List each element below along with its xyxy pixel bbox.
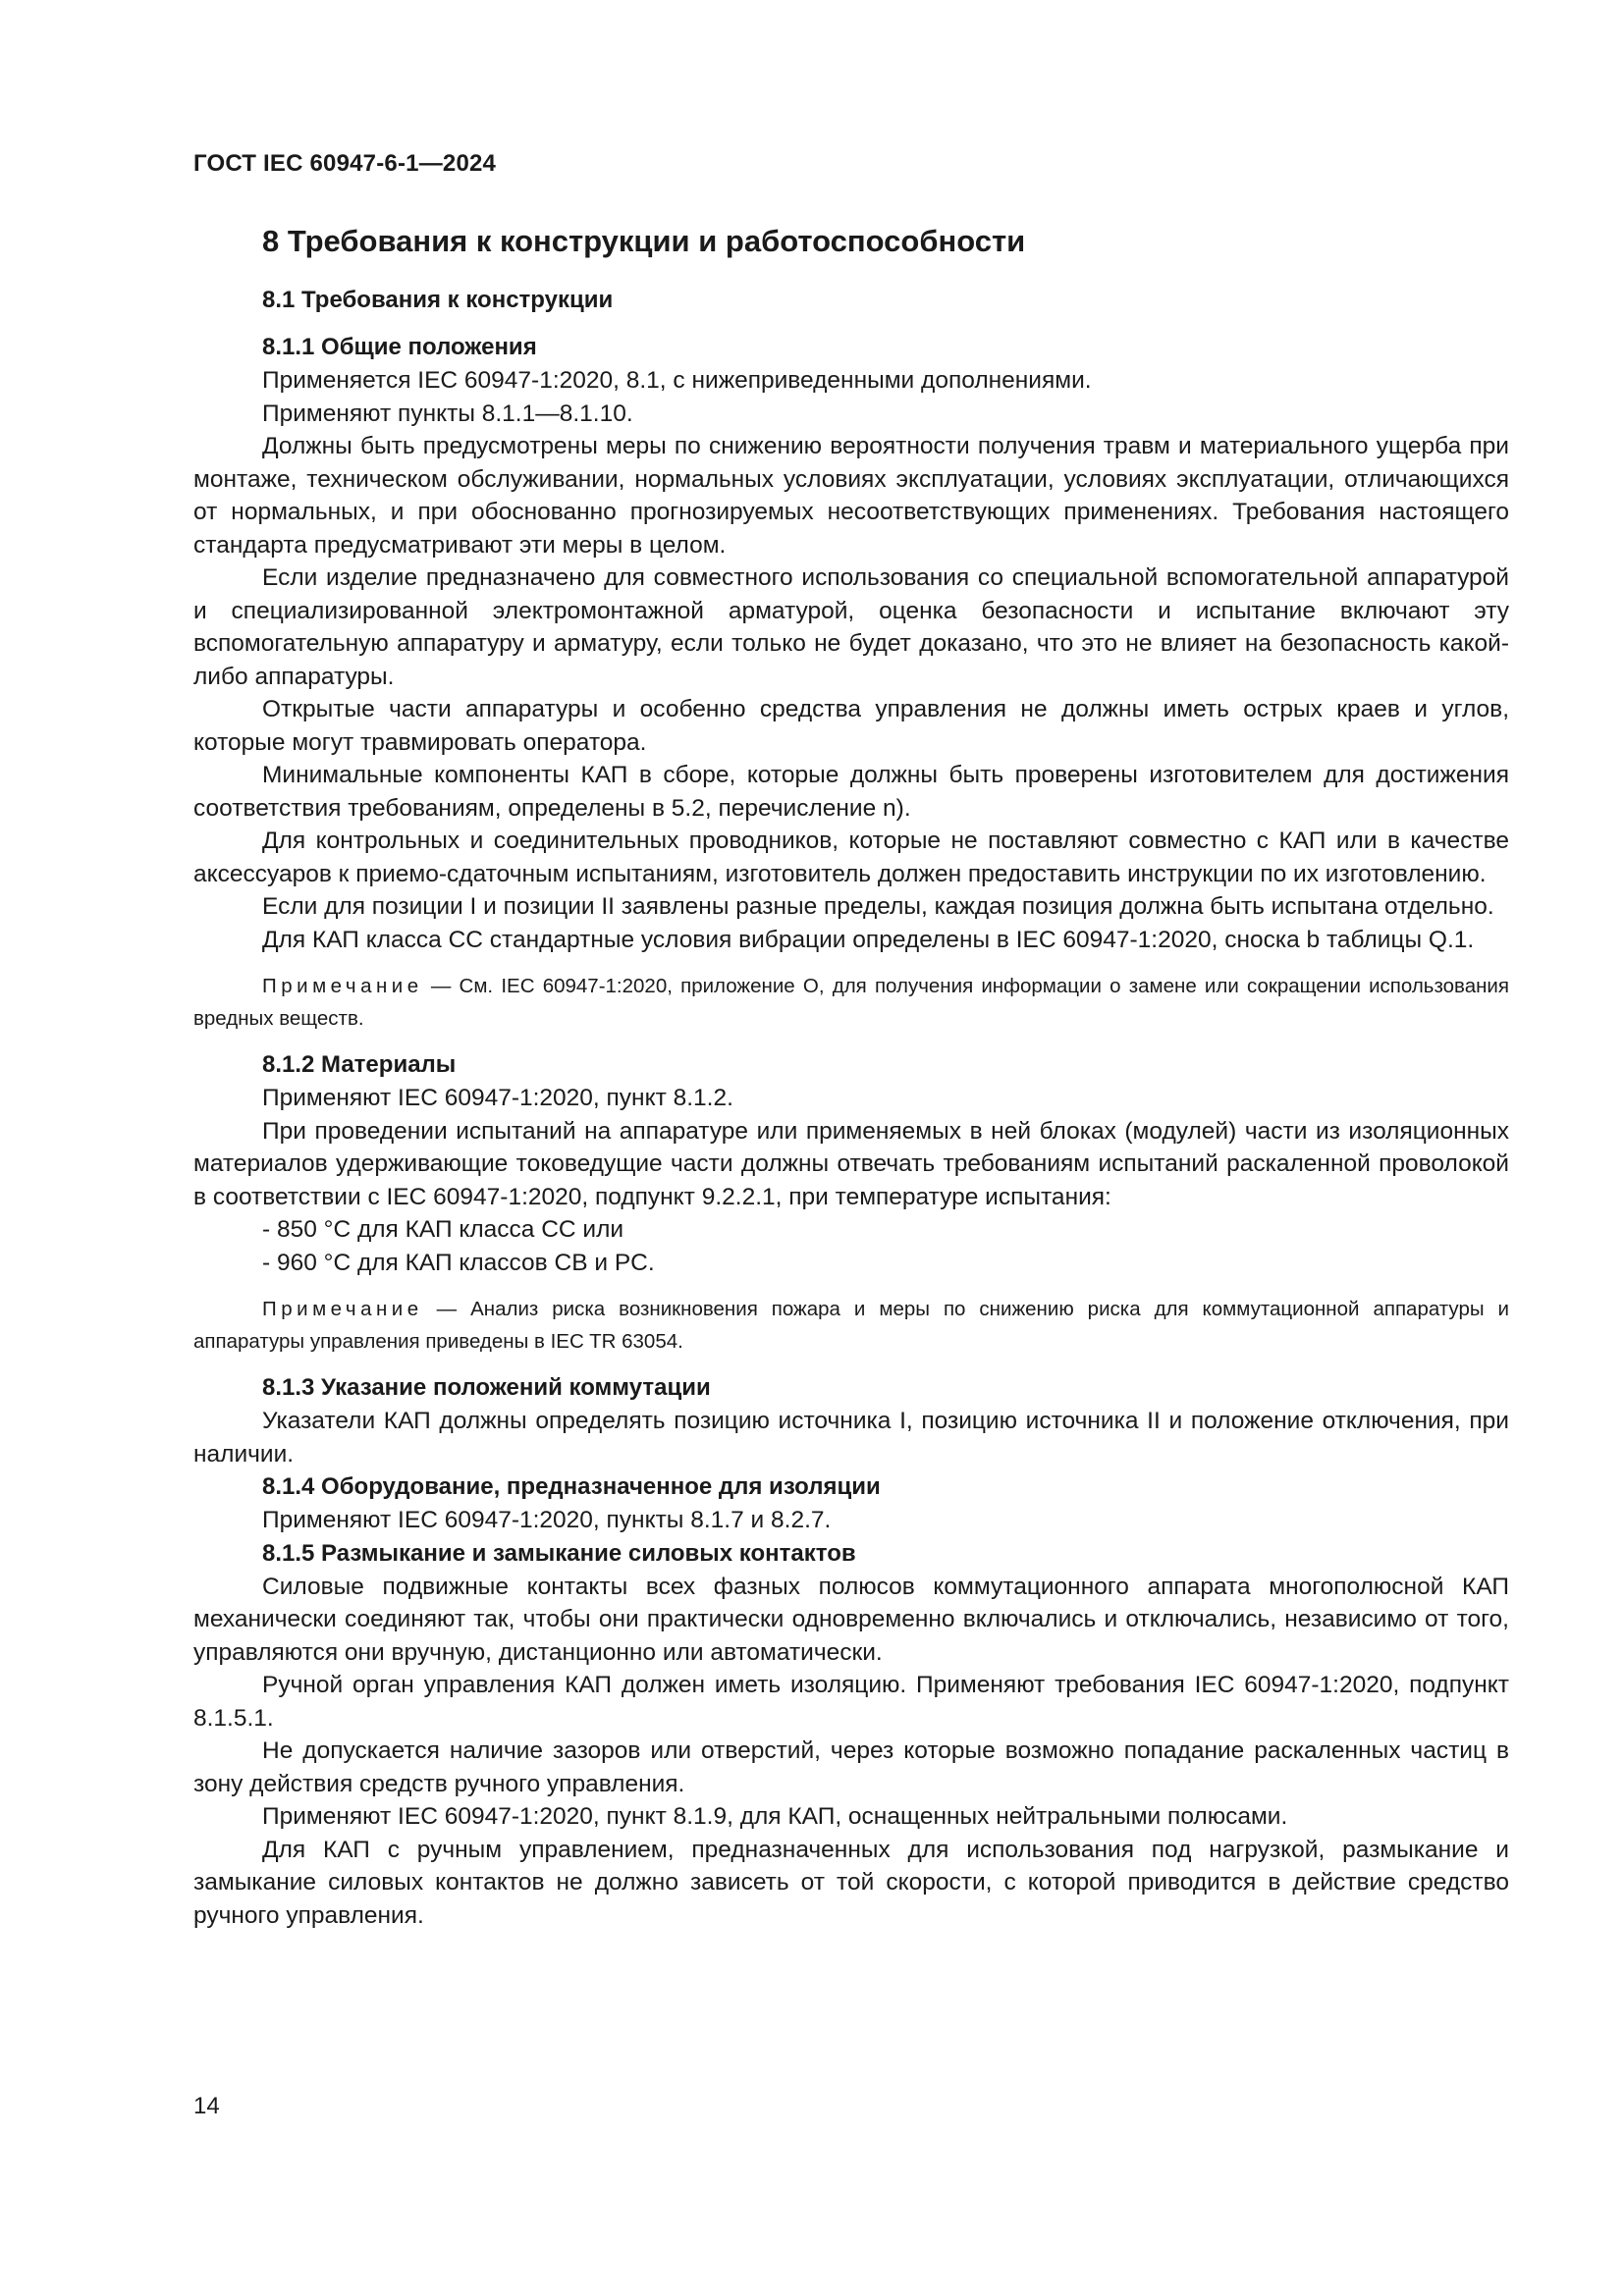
paragraph: Силовые подвижные контакты всех фазных полюсов коммутационного аппарата многополюсной КАП механически соединяют так, чтобы они практически одновременно включались и отключались, независимо от того, управляются они вручную, дистанционно или автоматически. [193,1573,1509,1666]
section-8-1-5-title: 8.1.5 Размыкание и замыкание силовых контактов [262,1539,856,1567]
list-item: - 850 °C для КАП класса CC или [262,1216,624,1243]
paragraph: Применяют пункты 8.1.1—8.1.10. [262,400,633,427]
paragraph: Если для позиции I и позиции II заявлены разные пределы, каждая позиция должна быть испытана отдельно. [262,893,1494,920]
section-8-1-2-title: 8.1.2 Материалы [262,1051,457,1078]
paragraph: Для КАП с ручным управлением, предназначенных для использования под нагрузкой, размыкание и замыкание силовых контактов не должно зависеть от той скорости, с которой приводится в действие средство ручного управления. [193,1836,1509,1929]
note-label: Примечание [262,1298,423,1320]
document-code-header: ГОСТ IEC 60947-6-1—2024 [193,150,497,177]
note-label: Примечание [262,975,423,997]
note-text: — Анализ риска возникновения пожара и меры по снижению риска для коммутационной аппаратуры и аппаратуры управления приведены в IEC TR 63054. [193,1298,1509,1353]
section-8-title: 8 Требования к конструкции и работоспособности [262,224,1026,258]
section-8-1-title: 8.1 Требования к конструкции [262,287,614,313]
paragraph: При проведении испытаний на аппаратуре или применяемых в ней блоках (модулей) части из изоляционных материалов удерживающие токоведущие части должны отвечать требованиям испытаний раскаленной проволокой в соответствии с IEC 60947-1:2020, подпункт 9.2.2.1, при температуре испытания: [193,1117,1509,1210]
page-number: 14 [193,2093,220,2119]
note-text: — См. IEC 60947-1:2020, приложение O, для получения информации о замене или сокращении использования вредных веществ. [193,975,1509,1030]
paragraph: Не допускается наличие зазоров или отверстий, через которые возможно попадание раскаленных частиц в зону действия средств ручного управления. [193,1737,1509,1797]
paragraph: Минимальные компоненты КАП в сборе, которые должны быть проверены изготовителем для достижения соответствия требованиям, определены в 5.2, перечисление n). [193,762,1509,822]
paragraph: Должны быть предусмотрены меры по снижению вероятности получения травм и материального ущерба при монтаже, техническом обслуживании, нормальных условиях эксплуатации, условиях эксплуатации, отличающихся от нормальных, и при обоснованно прогнозируемых несоответствующих применениях. Требования настоящего стандарта предусматривают эти меры в целом. [193,433,1509,559]
paragraph: Для КАП класса CC стандартные условия вибрации определены в IEC 60947-1:2020, сноска b таблицы Q.1. [262,926,1475,953]
section-8-1-4-title: 8.1.4 Оборудование, предназначенное для изоляции [262,1473,881,1500]
note-8-1-2 [193,1293,1509,1358]
list-item: - 960 °C для КАП классов CB и PC. [262,1249,655,1276]
note-8-1-1 [193,970,1509,1035]
document-body [193,222,1509,1932]
paragraph: Если изделие предназначено для совместного использования со специальной вспомогательной аппаратурой и специализированной электромонтажной арматурой, оценка безопасности и испытание включают эту вспомогательную аппаратуру и арматуру, если только не будет доказано, что это не влияет на безопасность какой-либо аппаратуры. [193,564,1509,690]
paragraph: Ручной орган управления КАП должен иметь изоляцию. Применяют требования IEC 60947-1:2020, подпункт 8.1.5.1. [193,1672,1509,1732]
paragraph: Для контрольных и соединительных проводников, которые не поставляют совместно с КАП или в качестве аксессуаров к приемо-сдаточным испытаниям, изготовитель должен предоставить инструкции по их изготовлению. [193,828,1509,887]
paragraph: Применяют IEC 60947-1:2020, пункты 8.1.7 и 8.2.7. [262,1507,832,1533]
paragraph: Применяется IEC 60947-1:2020, 8.1, с нижеприведенными дополнениями. [262,367,1092,394]
paragraph: Указатели КАП должны определять позицию источника I, позицию источника II и положение отключения, при наличии. [193,1408,1509,1468]
paragraph: Открытые части аппаратуры и особенно средства управления не должны иметь острых краев и углов, которые могут травмировать оператора. [193,696,1509,756]
paragraph: Применяют IEC 60947-1:2020, пункт 8.1.2. [262,1085,733,1111]
paragraph: Применяют IEC 60947-1:2020, пункт 8.1.9, для КАП, оснащенных нейтральными полюсами. [262,1803,1288,1830]
section-8-1-3-title: 8.1.3 Указание положений коммутации [262,1374,711,1401]
section-8-1-1-title: 8.1.1 Общие положения [262,334,537,360]
